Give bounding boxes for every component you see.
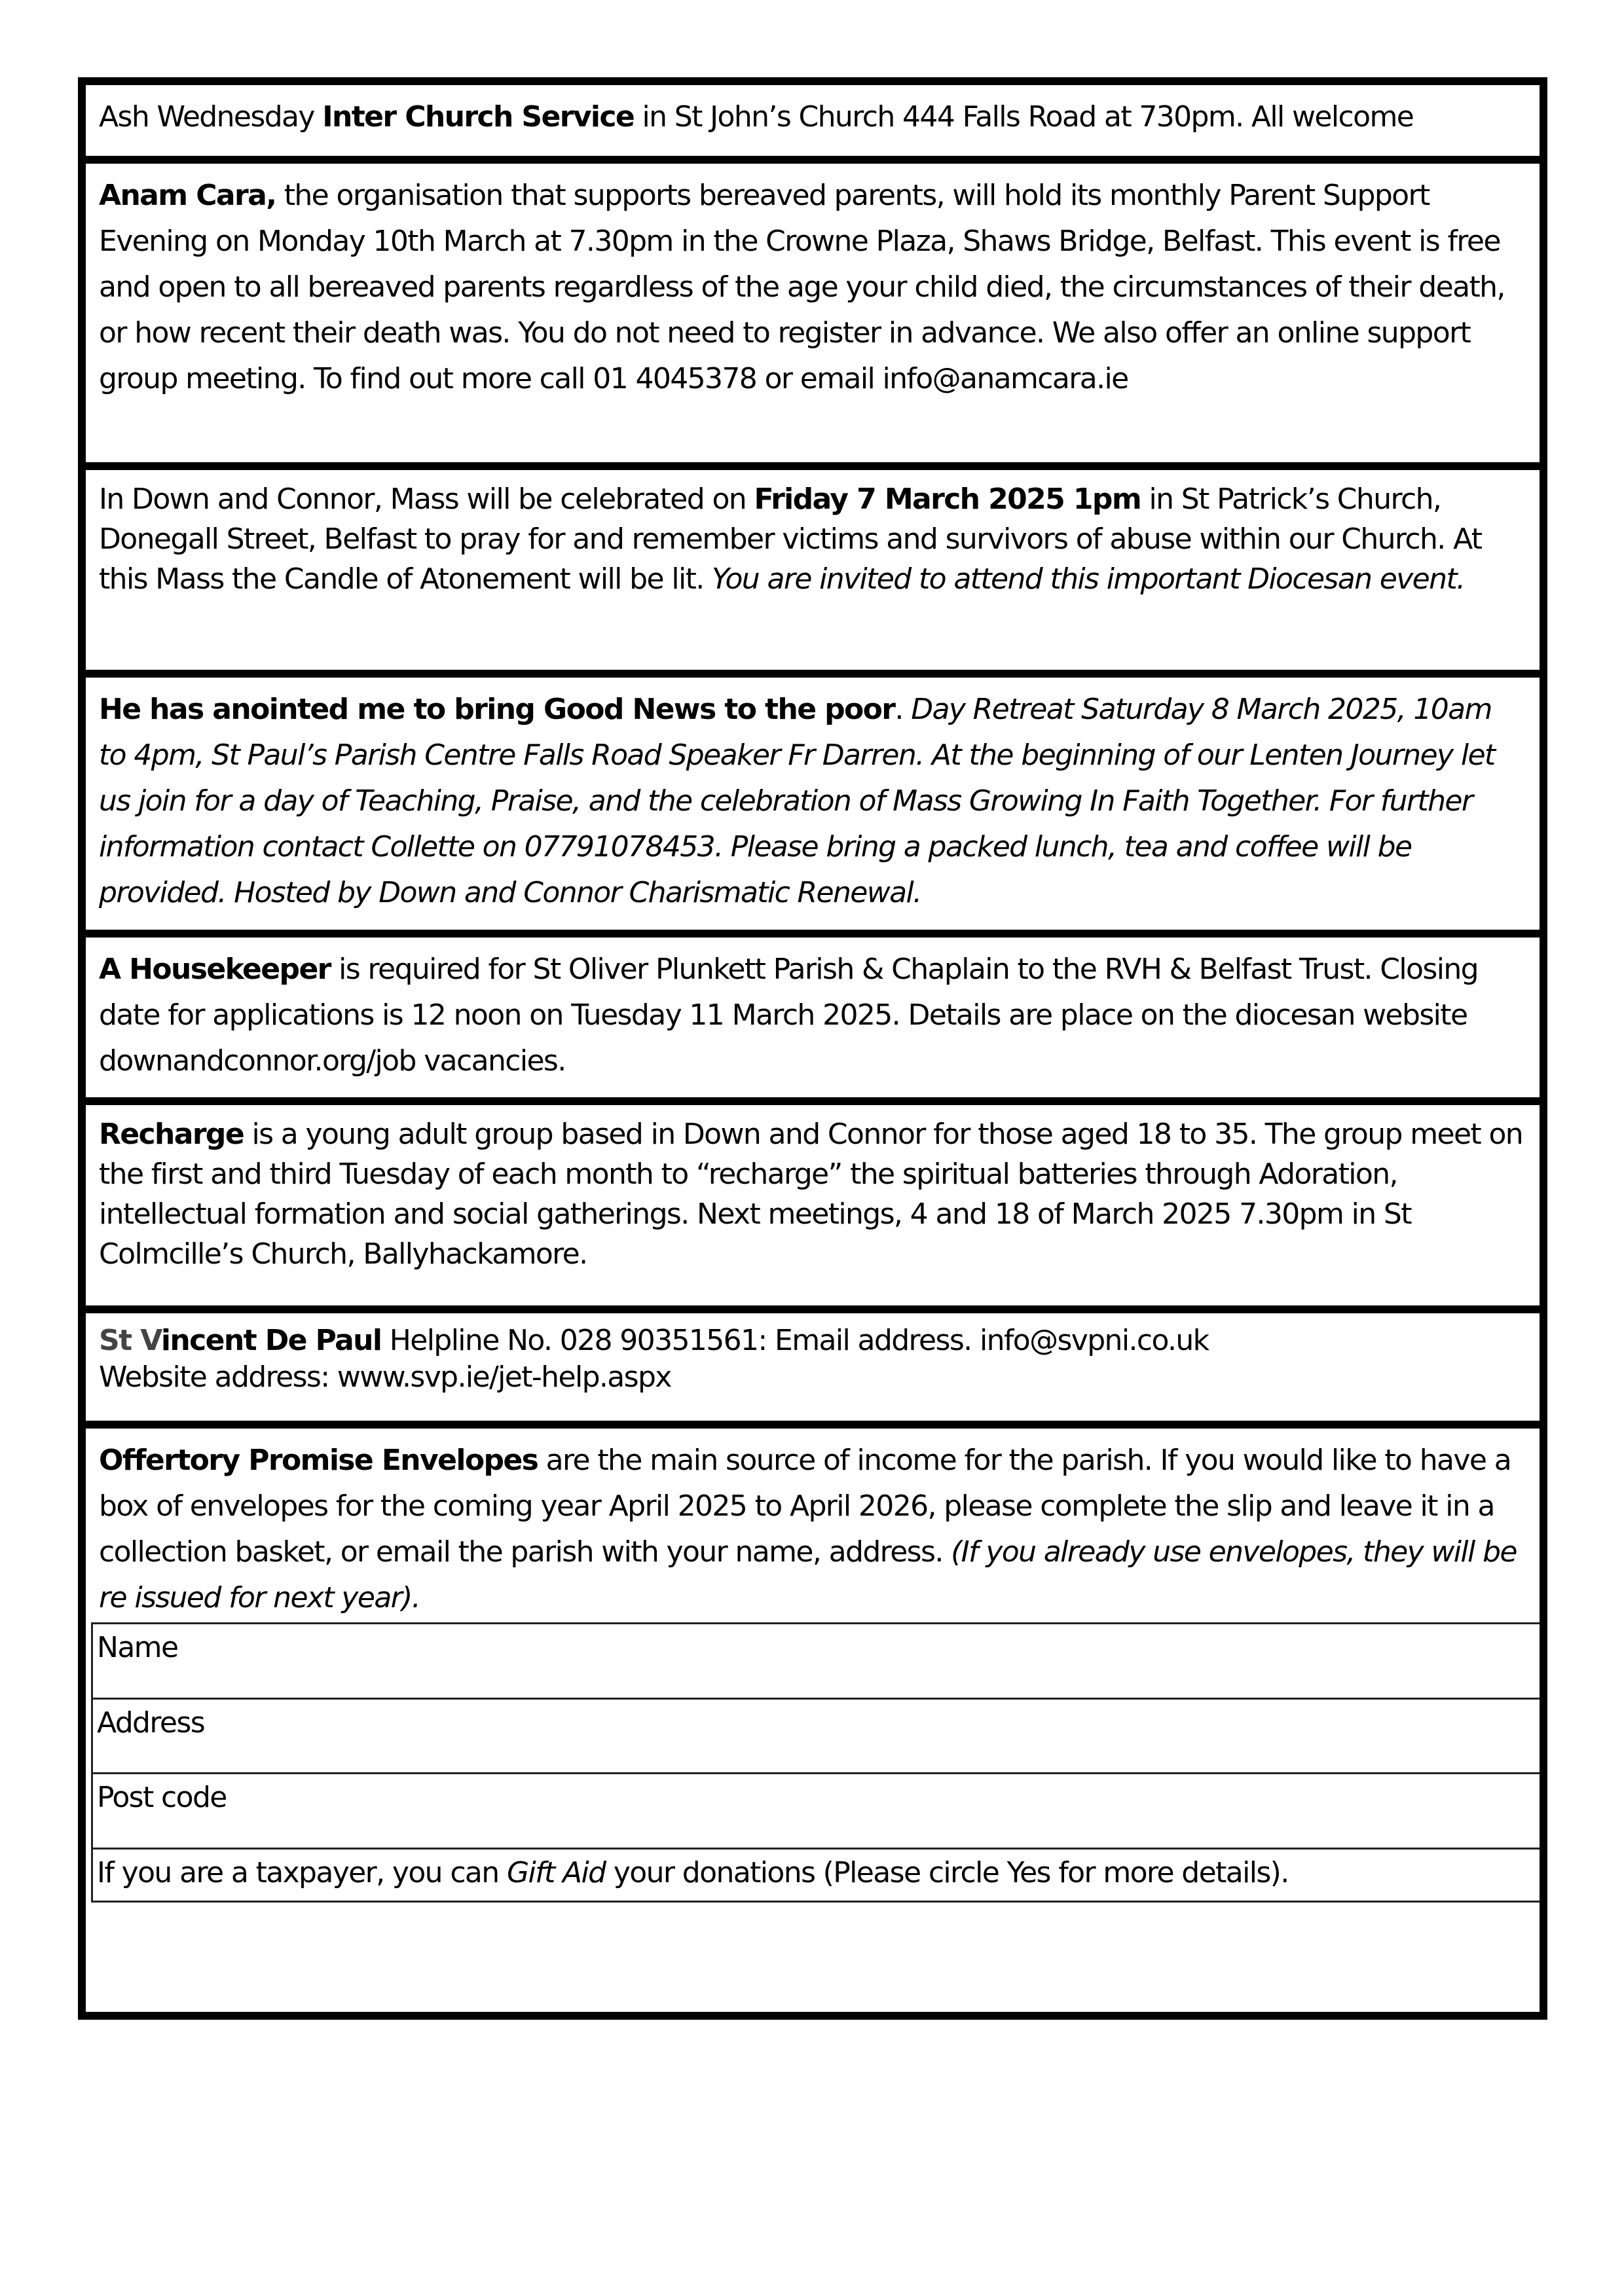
notice-punctuation: . bbox=[895, 693, 912, 726]
notice-heading: Recharge bbox=[99, 1118, 244, 1151]
form-name-field[interactable] bbox=[91, 1622, 1540, 1700]
notice-heading: A Housekeeper bbox=[99, 953, 331, 986]
notice-down-connor-mass bbox=[86, 462, 1540, 670]
notice-heading: incent De Paul bbox=[160, 1324, 382, 1357]
notice-heading: Offertory Promise Envelopes bbox=[99, 1444, 538, 1477]
notice-anam-cara bbox=[86, 156, 1540, 462]
form-address-field[interactable] bbox=[91, 1698, 1540, 1775]
notice-heading: Inter Church Service bbox=[322, 100, 635, 134]
notice-housekeeper bbox=[86, 930, 1540, 1097]
bulletin-notices-frame bbox=[78, 77, 1547, 2020]
notice-heading-gray: St V bbox=[99, 1324, 161, 1357]
notice-text: Day Retreat Saturday 8 March 2025, 10am to 4pm, St Paul’s Parish Centre Falls Road Speaker Fr Darren. At the beginning of our Lenten Journey let us join for a day of Teaching, Praise, and the celebration of Mass Growing In Faith Together. For further information contact Collette on 07791078453. Please bring a packed lunch, tea and coffee will be provided. Hosted by Down and Connor Charismatic Renewal. bbox=[99, 693, 1495, 909]
notice-svp bbox=[86, 1305, 1540, 1421]
notice-heading: Anam Cara, bbox=[99, 179, 276, 212]
notice-text: Helpline No. 028 90351561: Email address. info@svpni.co.uk bbox=[381, 1324, 1209, 1357]
notice-text: is required for St Oliver Plunkett Parish & Chaplain to the RVH & Belfast Trust. Closing date for applications is 12 noon on Tuesday 11 March 2025. Details are place on the diocesan website downandconnor.org/job vacancies. bbox=[99, 953, 1478, 1078]
notice-text: in St John’s Church 444 Falls Road at 730pm. All welcome bbox=[634, 100, 1414, 134]
notice-day-retreat bbox=[86, 670, 1540, 930]
gift-aid-text: If you are a taxpayer, you can bbox=[97, 1856, 507, 1889]
gift-aid-text: your donations (Please circle Yes for more details). bbox=[605, 1856, 1289, 1889]
gift-aid-term: Gift Aid bbox=[506, 1856, 606, 1889]
notice-heading: He has anointed me to bring Good News to the poor bbox=[99, 693, 895, 726]
postcode-label: Post code bbox=[97, 1781, 227, 1814]
notice-recharge bbox=[86, 1097, 1540, 1305]
notice-text: in St Patrick’s Church, Donegall Street, Belfast to pray for and remember victims and survivors of abuse within our Church. At this Mass the Candle of Atonement will be lit. bbox=[99, 483, 1482, 596]
notice-text: the organisation that supports bereaved parents, will hold its monthly Parent Support Evening on Monday 10th March at 7.30pm in the Crowne Plaza, Shaws Bridge, Belfast. This event is free and open to all bereaved parents regardless of the age your child died, the circumstances of their death, or how recent their death was. You do not need to register in advance. We also offer an online support group meeting. To find out more call 01 4045378 or email info@anamcara.ie bbox=[99, 179, 1505, 395]
address-label: Address bbox=[97, 1706, 205, 1740]
svp-website: Website address: www.svp.ie/jet-help.aspx bbox=[99, 1360, 671, 1394]
name-label: Name bbox=[97, 1631, 178, 1664]
notice-note: (If you already use envelopes, they will be re issued for next year). bbox=[99, 1535, 1517, 1614]
form-postcode-field[interactable] bbox=[91, 1772, 1540, 1850]
notice-text: is a young adult group based in Down and Connor for those aged 18 to 35. The group meet on the first and third Tuesday of each month to “recharge” the spiritual batteries through Adoration, intellectual formation and social gatherings. Next meetings, 4 and 18 of March 2025 7.30pm in St Colmcille’s Church, Ballyhackamore. bbox=[99, 1118, 1523, 1271]
form-gift-aid-row[interactable] bbox=[91, 1848, 1540, 1903]
notice-text: Ash Wednesday bbox=[99, 100, 323, 134]
notice-text: In Down and Connor, Mass will be celebrated on bbox=[99, 483, 754, 516]
notice-date: Friday 7 March 2025 1pm bbox=[754, 483, 1141, 516]
notice-invitation: You are invited to attend this important Diocesan event. bbox=[712, 562, 1465, 596]
notice-text: are the main source of income for the parish. If you would like to have a box of envelopes for the coming year April 2025 to April 2026, please complete the slip and leave it in a collection basket, or email the parish with your name, address. bbox=[99, 1444, 1511, 1569]
notice-ash-wednesday bbox=[86, 85, 1540, 156]
